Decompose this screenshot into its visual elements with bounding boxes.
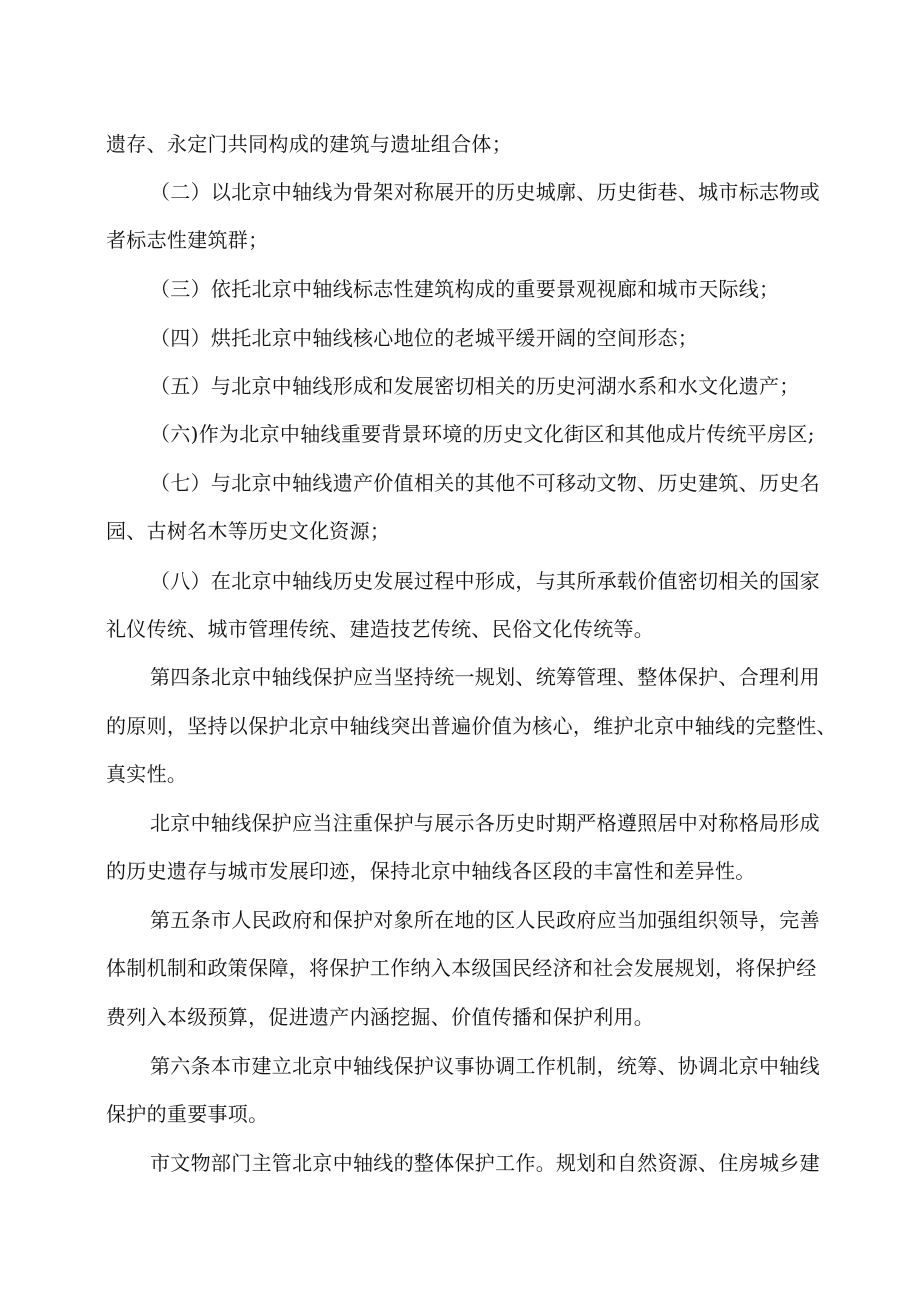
text-line: 第六条本市建立北京中轴线保护议事协调工作机制，统筹、协调北京中轴线 [150,1054,820,1078]
text-line: （七）与北京中轴线遗产价值相关的其他不可移动文物、历史建筑、历史名 [150,471,820,495]
text-line: （六)作为北京中轴线重要背景环境的历史文化街区和其他成片传统平房区; [150,422,815,446]
text-line: 市文物部门主管北京中轴线的整体保护工作。规划和自然资源、住房城乡建 [150,1151,820,1175]
text-line: 北京中轴线保护应当注重保护与展示各历史时期严格遵照居中对称格局形成 [150,811,820,835]
text-line: 体制机制和政策保障，将保护工作纳入本级国民经济和社会发展规划，将保护经 [106,956,817,980]
text-line: 者标志性建筑群； [106,228,269,252]
text-line: 遗存、永定门共同构成的建筑与遗址组合体； [106,132,512,156]
text-line: 园、古树名木等历史文化资源； [106,519,391,543]
text-line: （二）以北京中轴线为骨架对称展开的历史城廓、历史街巷、城市标志物或 [150,180,820,204]
text-line: 第五条市人民政府和保护对象所在地的区人民政府应当加强组织领导，完善 [150,908,820,932]
text-line: 的原则，坚持以保护北京中轴线突出普遍价值为核心，维护北京中轴线的完整性、 [106,714,837,738]
text-line: （五）与北京中轴线形成和发展密切相关的历史河湖水系和水文化遗产； [150,374,800,398]
text-line: （四）烘托北京中轴线核心地位的老城平缓开阔的空间形态； [150,326,699,350]
text-line: 费列入本级预算，促进遗产内涵挖掘、价值传播和保护利用。 [106,1005,655,1029]
text-line: 第四条北京中轴线保护应当坚持统一规划、统筹管理、整体保护、合理利用 [150,665,820,689]
text-line: （三）依托北京中轴线标志性建筑构成的重要景观视廊和城市天际线； [150,277,780,301]
text-line: 保护的重要事项。 [106,1102,269,1126]
text-line: 的历史遗存与城市发展印迹，保持北京中轴线各区段的丰富性和差异性。 [106,859,756,883]
text-line: （八）在北京中轴线历史发展过程中形成，与其所承载价值密切相关的国家 [150,569,820,593]
text-line: 礼仪传统、城市管理传统、建造技艺传统、民俗文化传统等。 [106,617,655,641]
text-line: 真实性。 [106,762,188,786]
